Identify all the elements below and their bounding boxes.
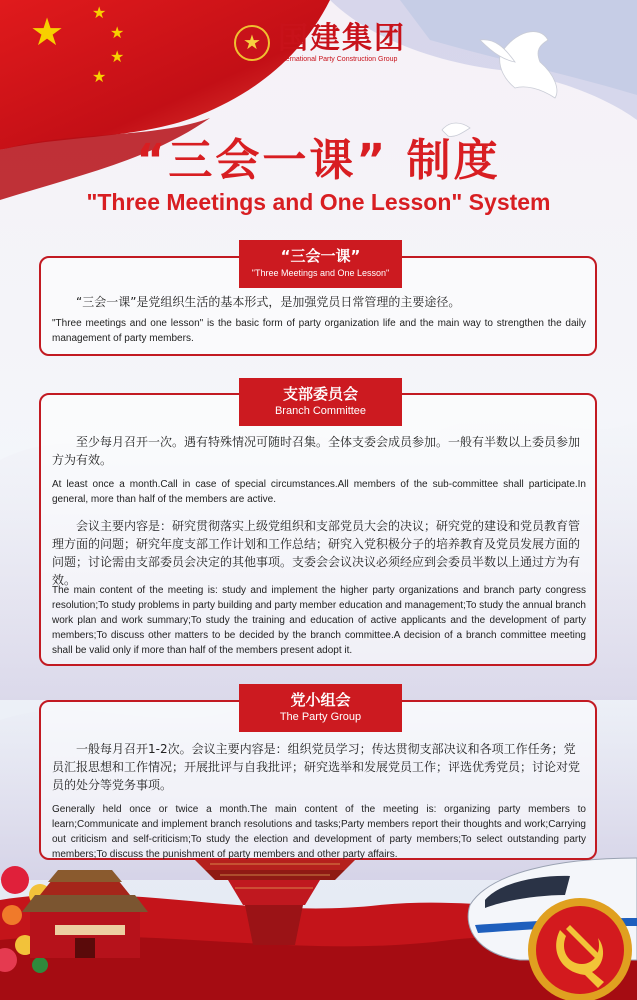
brand-logo <box>234 22 406 64</box>
group-paragraph-en: Generally held once or twice a month.The main content of the meeting is: organizing party members to learn;Communicate and implement branch resolutions and tasks;Party members report their thoughts and work;Carrying out criticism and self-criticism;To study the election and development of party members;To select outstanding party members;To discuss the punishment of party members and other party affairs. <box>52 804 586 860</box>
ribbon-title-cn: “三会一课” <box>280 247 361 265</box>
star-logo-icon <box>234 25 270 61</box>
ribbon-title-en: The Party Group <box>279 711 362 723</box>
svg-text:★: ★ <box>110 47 125 66</box>
section-ribbon-party-group <box>239 684 402 732</box>
section-ribbon-branch-committee <box>239 378 402 426</box>
ribbon-title-cn: 党小组会 <box>290 691 351 709</box>
brand-name: 国建集团 <box>278 21 406 56</box>
branch-paragraph-cn-2: 会议主要内容是：研究贯彻落实上级党组织和支部党员大会的决议；研究党的建设和党员教育管理方面的问题；研究年度支部工作计划和工作总结；研究入党积极分子的培养教育及党员发展方面的问题；讨论需由支部委员会决定的其他事项。支委会会议决议必须经应到会委员半数以上通过方为有效。 <box>52 519 581 587</box>
brand-name-en: International Party Construction Group <box>278 56 398 63</box>
intro-paragraph-en: "Three meetings and one lesson" is the basic form of party organization life and the main way to strengthen the daily management of party members. <box>52 318 586 344</box>
intro-paragraph-cn: “三会一课”是党组织生活的基本形式，是加强党员日常管理的主要途径。 <box>76 295 461 309</box>
svg-text:★: ★ <box>92 3 107 22</box>
ribbon-title-en: Branch Committee <box>274 405 367 417</box>
svg-text:★: ★ <box>30 10 65 54</box>
svg-text:★: ★ <box>92 67 107 86</box>
section-ribbon-intro <box>239 240 402 288</box>
branch-paragraph-cn-1: 至少每月召开一次。遇有特殊情况可随时召集。全体支委会成员参加。一般有半数以上委员参加方为有效。 <box>52 435 581 467</box>
page-subtitle: "Three Meetings and One Lesson" System <box>86 189 551 215</box>
branch-paragraph-en-2: The main content of the meeting is: study and implement the higher party organizations and branch party congress resolution;To study problems in party building and party member education and management;To study the annual branch work plan and work summary;To study the training and education of active applicants and the development of party members;To discuss other matters to be decided by the branch committee.A decision of a branch committee meeting shall be valid only if more than half of the members present adopt it. <box>52 585 586 656</box>
branch-paragraph-en-1: At least once a month.Call in case of special circumstances.All members of the sub-committee shall participate.In general, more than half of the members are active. <box>52 479 586 505</box>
svg-text:★: ★ <box>110 23 125 42</box>
page-title: “三会一课” 制度 <box>136 135 501 186</box>
ribbon-title-en: "Three Meetings and One Lesson" <box>251 268 390 278</box>
group-paragraph-cn: 一般每月召开1-2次。会议主要内容是：组织党员学习；传达贯彻支部决议和各项工作任务；党员汇报思想和工作情况；开展批评与自我批评；研究选举和发展党员工作；评选优秀党员；讨论对党员的处分等党务事项。 <box>52 742 581 792</box>
ribbon-title-cn: 支部委员会 <box>282 385 358 403</box>
party-emblem-icon <box>528 898 632 1000</box>
